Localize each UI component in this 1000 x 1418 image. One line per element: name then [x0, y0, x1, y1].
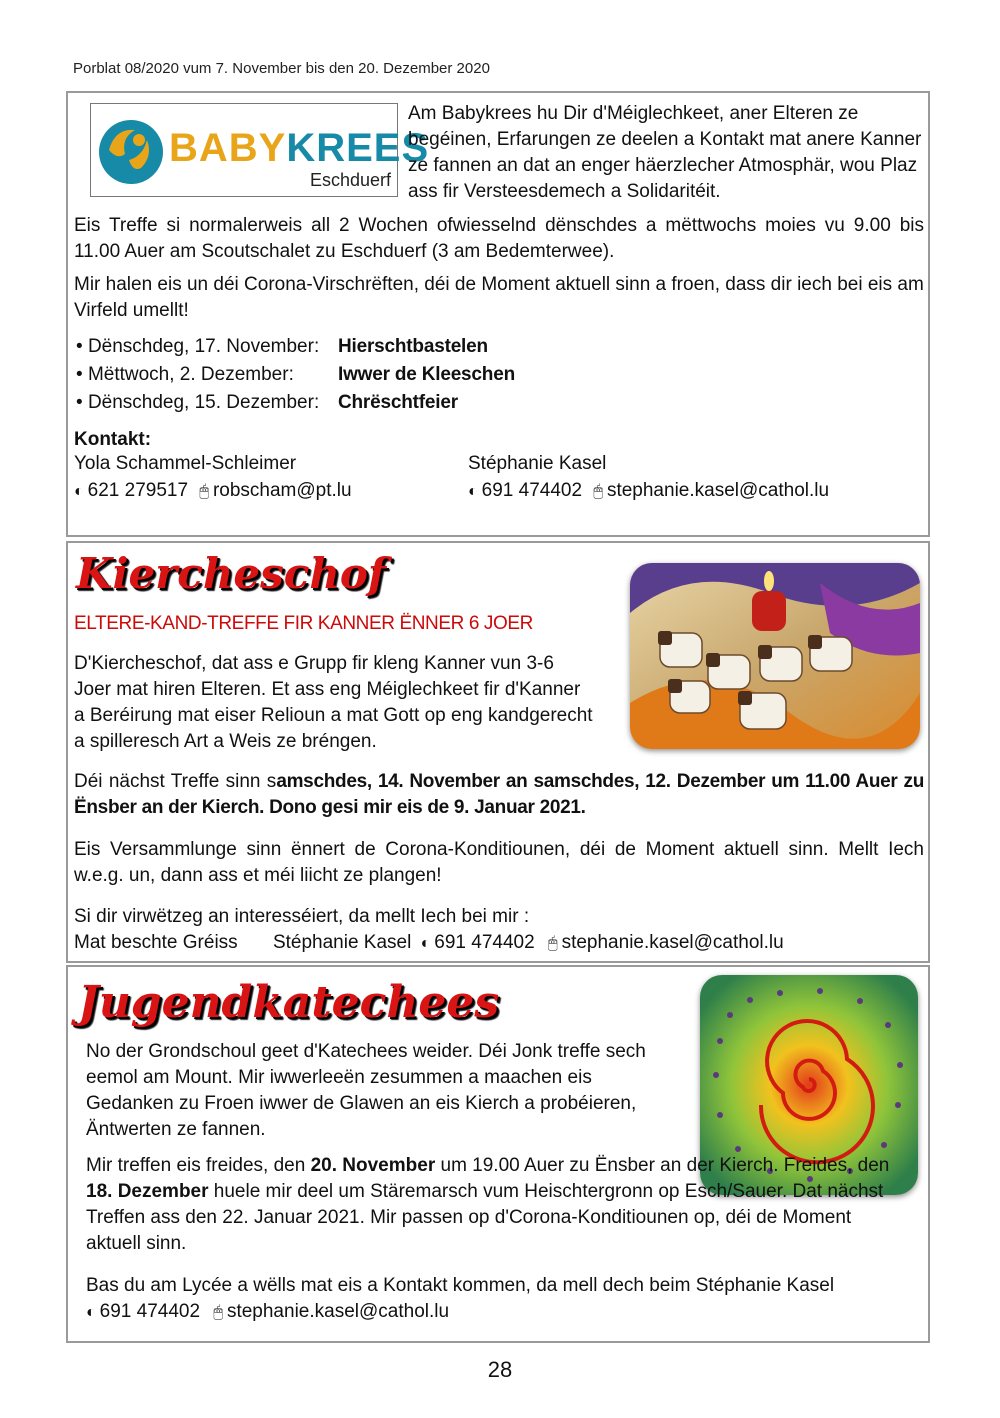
babykrees-section	[66, 91, 930, 537]
kiercheschof-subtitle: ELTERE-KAND-TREFFE FIR KANNER ËNNER 6 JOER	[74, 613, 533, 634]
mouse-icon: 🖱	[213, 1304, 223, 1321]
phone-icon: ◐	[420, 935, 431, 952]
babykrees-logo-sub: Eschduerf	[309, 170, 391, 190]
event-list	[76, 333, 515, 417]
event-item: • Dënschdeg, 15. Dezember: Chrëschtfeier	[76, 392, 458, 413]
babykrees-emblem-icon	[95, 110, 167, 190]
mouse-icon: 🖱	[593, 483, 603, 500]
email-link[interactable]: robscham@pt.lu	[212, 480, 352, 501]
kiercheschof-section	[66, 541, 930, 963]
page-number: 28	[487, 1357, 513, 1382]
contact-line-2	[468, 478, 829, 505]
kiercheschof-para4: Si dir virwëtzeg an interesséiert, da mellt Iech bei mir :	[74, 906, 530, 927]
phone-number[interactable]: 691 474402	[99, 1301, 201, 1322]
kiercheschof-title: Kiercheschof	[76, 549, 386, 598]
babykrees-para2: Mir halen eis un déi Corona-Virschrëften, déi de Moment aktuell sinn a froen, dass dir iech bei eis am Virfeld umellt!	[74, 274, 924, 321]
email-link[interactable]: stephanie.kasel@cathol.lu	[226, 1301, 450, 1322]
contact-name-1: Yola Schammel-Schleimer	[74, 453, 297, 474]
mouse-icon: 🖱	[547, 935, 558, 952]
phone-icon: ◐	[74, 483, 84, 500]
kiercheschof-para2: Déi nächst Treffe sinn samschdes, 14. November an samschdes, 12. Dezember um 11.00 Auer zu Ënsber an der Kierch. Dono gesi mir eis de 9. Januar 2021.	[74, 771, 924, 818]
page-header: Porblat 08/2020 vum 7. November bis den 20. Dezember 2020	[73, 60, 490, 77]
babykrees-logo-word: BABYKREES	[169, 126, 430, 170]
email-link[interactable]: stephanie.kasel@cathol.lu	[606, 480, 830, 501]
event-item: • Dënschdeg, 17. November: Hierschtbastelen	[76, 336, 488, 357]
babykrees-logo	[90, 103, 430, 197]
phone-number[interactable]: 691 474402	[481, 480, 583, 501]
jugend-para1: No der Grondschoul geet d'Katechees weider. Déi Jonk treffe sech eemol am Mount. Mir iwwerleeën zesummen a maachen eis Gedanken zu Froen iwwer de Glawen an eis Kierch a probéieren, Äntwerten ze fannen.	[86, 1041, 646, 1140]
contact-heading: Kontakt:	[74, 429, 152, 450]
phone-icon: ◐	[86, 1304, 96, 1321]
contact-name: Stéphanie Kasel	[272, 932, 412, 953]
candle-sheep-photo	[630, 563, 920, 749]
jugend-contact-line	[86, 1299, 449, 1326]
phone-number[interactable]: 691 474402	[434, 932, 535, 953]
phone-icon: ◐	[468, 483, 478, 500]
kiercheschof-para3: Eis Versammlunge sinn ënnert de Corona-Konditiounen, déi de Moment aktuell sinn. Mellt Iech w.e.g. un, dann ass et méi liicht ze plangen!	[74, 839, 924, 886]
kiercheschof-para1: D'Kiercheschof, dat ass e Grupp fir kleng Kanner vun 3-6 Joer mat hiren Elteren. Et ass eng Méiglechkeet fir d'Kanner a Beréirung mat eiser Relioun a mat Gott op eng kandgerecht a spilleresch Art a Weis ze bréngen.	[74, 653, 593, 752]
jugendkatechees-section	[66, 965, 930, 1343]
babykrees-para1: Eis Treffe si normalerweis all 2 Wochen ofwiesselnd dënschdes a mëttwochs moies vu 9.00 bis 11.00 Auer am Scoutschalet zu Eschduerf (3 am Bedemterwee).	[74, 215, 924, 262]
email-link[interactable]: stephanie.kasel@cathol.lu	[561, 932, 784, 953]
jugend-para3: Bas du am Lycée a wëlls mat eis a Kontakt kommen, da mell dech beim Stéphanie Kasel	[86, 1275, 835, 1296]
jugend-para2: Mir treffen eis freides, den 20. November um 19.00 Auer zu Ënsber an der Kierch. Freides, den 18. Dezember huele mir deel um Stäremarsch vum Heischtergronn op Esch/Sauer. Dat nächst Treffen ass den 22. Januar 2021. Mir passen op d'Corona-Konditiounen op, déi de Moment aktuell sinn.	[86, 1155, 890, 1254]
phone-number[interactable]: 621 279517	[87, 480, 189, 501]
contact-line-1	[74, 478, 352, 505]
jugendkatechees-title: Jugendkatechees	[78, 977, 500, 1028]
kiercheschof-contact-line	[74, 930, 924, 957]
event-item: • Mëttwoch, 2. Dezember: Iwwer de Kleeschen	[76, 364, 515, 385]
mouse-icon: 🖱	[199, 483, 209, 500]
greeting: Mat beschte Gréiss	[74, 932, 238, 953]
contact-name-2: Stéphanie Kasel	[468, 453, 607, 474]
babykrees-intro: Am Babykrees hu Dir d'Méiglechkeet, aner Elteren ze begéinen, Erfarungen ze deelen a Kontakt mat anere Kanner ze fannen an dat an enger häerzlecher Atmosphär, wou Plaz ass fir Versteesdemech a Solidaritéit.	[408, 103, 922, 202]
